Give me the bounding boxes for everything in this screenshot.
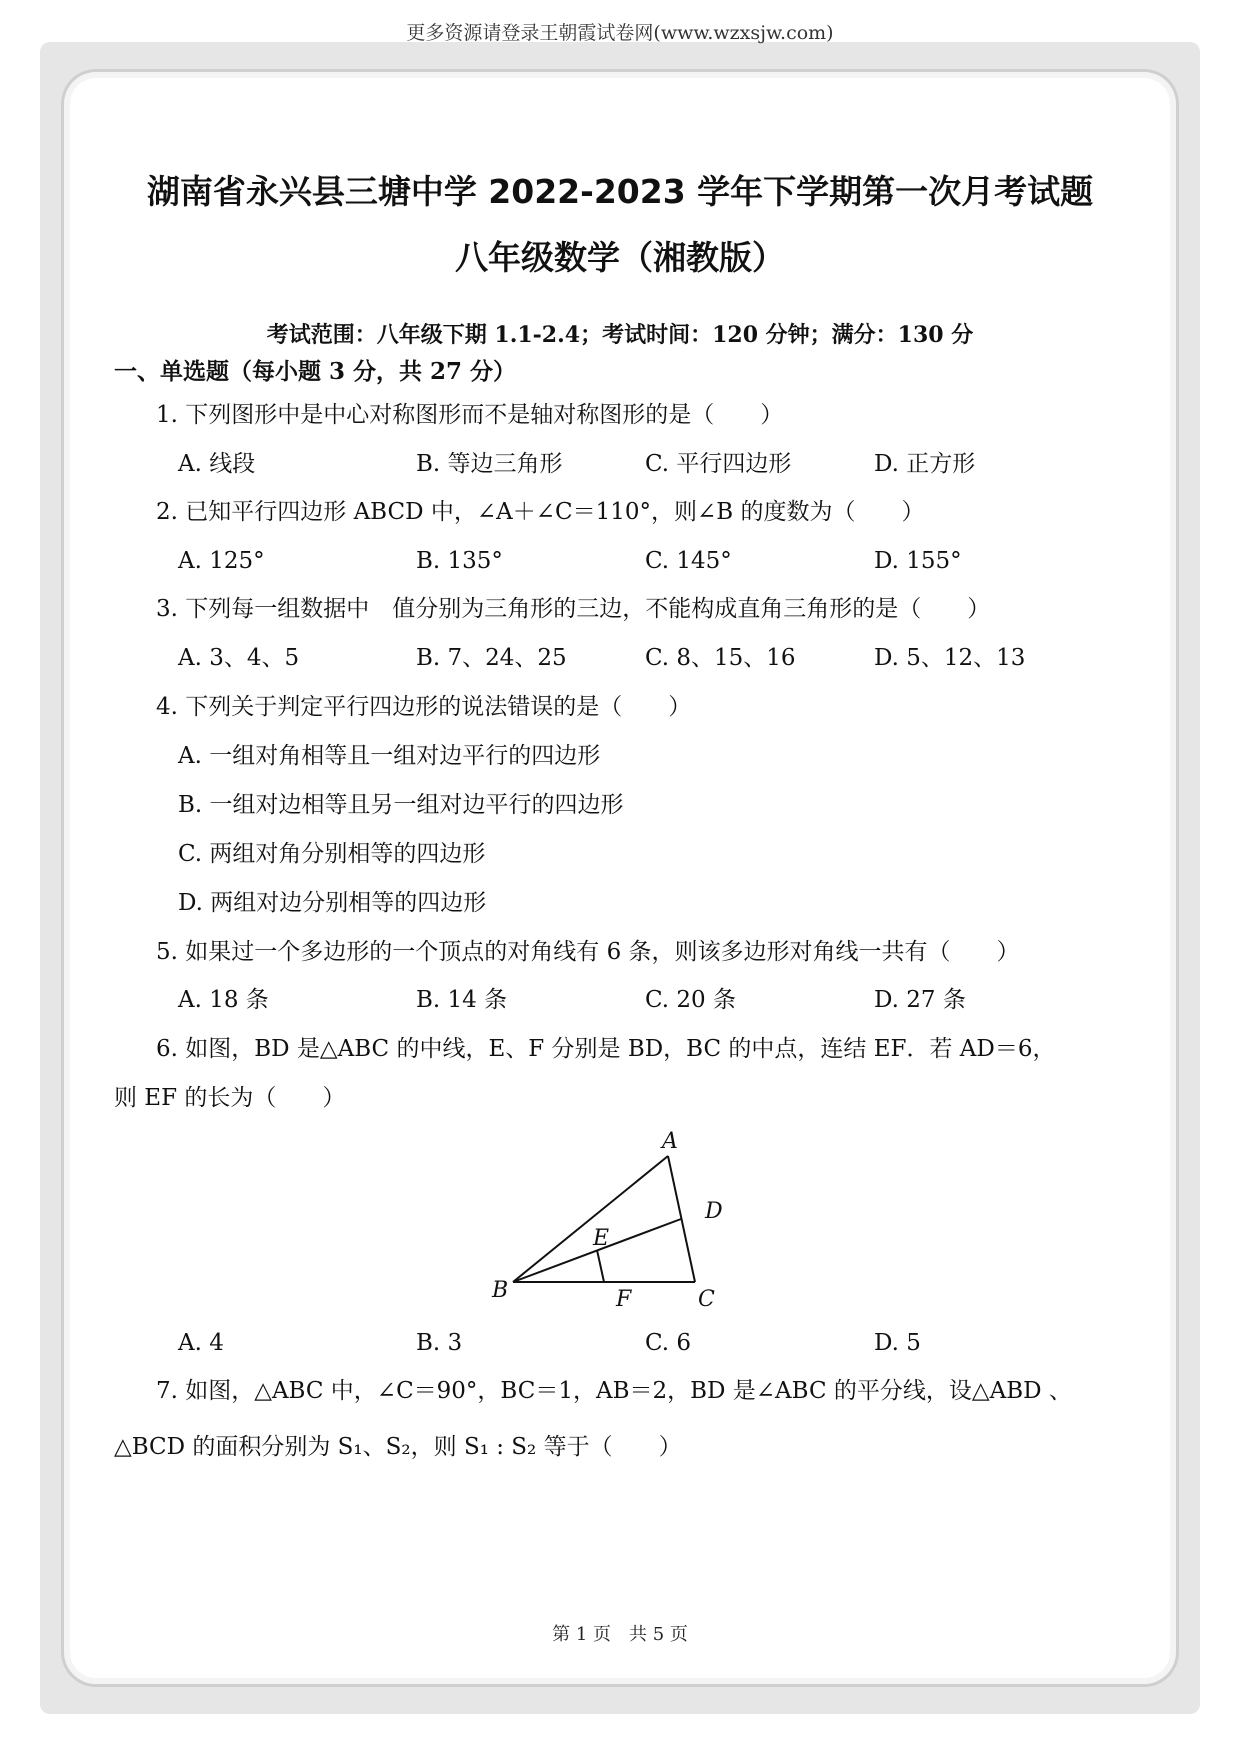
exam-subtitle: 八年级数学（湘教版） bbox=[455, 238, 785, 277]
q3-option-c: C. 8、15、16 bbox=[645, 645, 796, 671]
page-number: 第 1 页 共 5 页 bbox=[552, 1624, 688, 1645]
question-4-stem: 4. 下列关于判定平行四边形的说法错误的是（ ） bbox=[156, 694, 692, 720]
q5-option-a: A. 18 条 bbox=[178, 987, 269, 1013]
q4-option-c: C. 两组对角分别相等的四边形 bbox=[178, 841, 486, 867]
source-note: 更多资源请登录王朝霞试卷网(www.wzxsjw.com) bbox=[406, 22, 834, 44]
q3-option-d: D. 5、12、13 bbox=[874, 645, 1026, 671]
q3-option-a: A. 3、4、5 bbox=[178, 645, 300, 671]
section-heading: 一、单选题（每小题 3 分，共 27 分） bbox=[114, 358, 517, 385]
q3-option-b: B. 7、24、25 bbox=[416, 645, 567, 671]
q6-option-a: A. 4 bbox=[178, 1330, 224, 1356]
q1-option-d: D. 正方形 bbox=[874, 451, 976, 477]
q1-option-a: A. 线段 bbox=[178, 451, 256, 477]
q6-option-b: B. 3 bbox=[416, 1330, 463, 1356]
label-a: A bbox=[662, 1129, 678, 1154]
segment-ef bbox=[597, 1250, 604, 1282]
q6-option-d: D. 5 bbox=[874, 1330, 921, 1356]
question-5-stem: 5. 如果过一个多边形的一个顶点的对角线有 6 条，则该多边形对角线一共有（ ） bbox=[156, 939, 1020, 965]
question-6-stem-line2: 则 EF 的长为（ ） bbox=[114, 1085, 346, 1111]
question-7-stem-line1: 7. 如图，△ABC 中，∠C＝90°，BC＝1，AB＝2，BD 是∠ABC 的平分线，设△ABD 、 bbox=[156, 1378, 1072, 1404]
q2-option-c: C. 145° bbox=[645, 548, 732, 574]
segment-ac bbox=[668, 1156, 695, 1282]
q5-option-c: C. 20 条 bbox=[645, 987, 736, 1013]
q2-option-b: B. 135° bbox=[416, 548, 503, 574]
exam-info: 考试范围：八年级下期 1.1-2.4；考试时间：120 分钟；满分：130 分 bbox=[266, 322, 974, 348]
q2-option-d: D. 155° bbox=[874, 548, 962, 574]
q4-option-d: D. 两组对边分别相等的四边形 bbox=[178, 890, 487, 916]
question-6-stem-line1: 6. 如图，BD 是△ABC 的中线，E、F 分别是 BD，BC 的中点，连结 EF．若 AD＝6， bbox=[156, 1036, 1056, 1062]
question-7-stem-line2: △BCD 的面积分别为 S₁、S₂，则 S₁ : S₂ 等于（ ） bbox=[114, 1434, 682, 1460]
label-e: E bbox=[593, 1226, 610, 1251]
q5-option-b: B. 14 条 bbox=[416, 987, 508, 1013]
triangle-figure bbox=[480, 1125, 770, 1310]
q4-option-a: A. 一组对角相等且一组对边平行的四边形 bbox=[178, 743, 601, 769]
label-f: F bbox=[616, 1287, 632, 1310]
question-1-stem: 1. 下列图形中是中心对称图形而不是轴对称图形的是（ ） bbox=[156, 402, 784, 428]
q2-option-a: A. 125° bbox=[178, 548, 265, 574]
segment-ba bbox=[513, 1156, 668, 1282]
q4-option-b: B. 一组对边相等且另一组对边平行的四边形 bbox=[178, 792, 624, 818]
label-c: C bbox=[698, 1287, 715, 1310]
q1-option-c: C. 平行四边形 bbox=[645, 451, 792, 477]
question-2-stem: 2. 已知平行四边形 ABCD 中，∠A＋∠C＝110°，则∠B 的度数为（ ） bbox=[156, 499, 925, 525]
label-d: D bbox=[705, 1199, 723, 1224]
exam-title: 湖南省永兴县三塘中学 2022-2023 学年下学期第一次月考试题 bbox=[146, 172, 1094, 211]
question-3-stem: 3. 下列每一组数据中 值分别为三角形的三边，不能构成直角三角形的是（ ） bbox=[156, 596, 991, 622]
q6-option-c: C. 6 bbox=[645, 1330, 692, 1356]
q1-option-b: B. 等边三角形 bbox=[416, 451, 563, 477]
label-b: B bbox=[492, 1278, 509, 1303]
q5-option-d: D. 27 条 bbox=[874, 987, 966, 1013]
